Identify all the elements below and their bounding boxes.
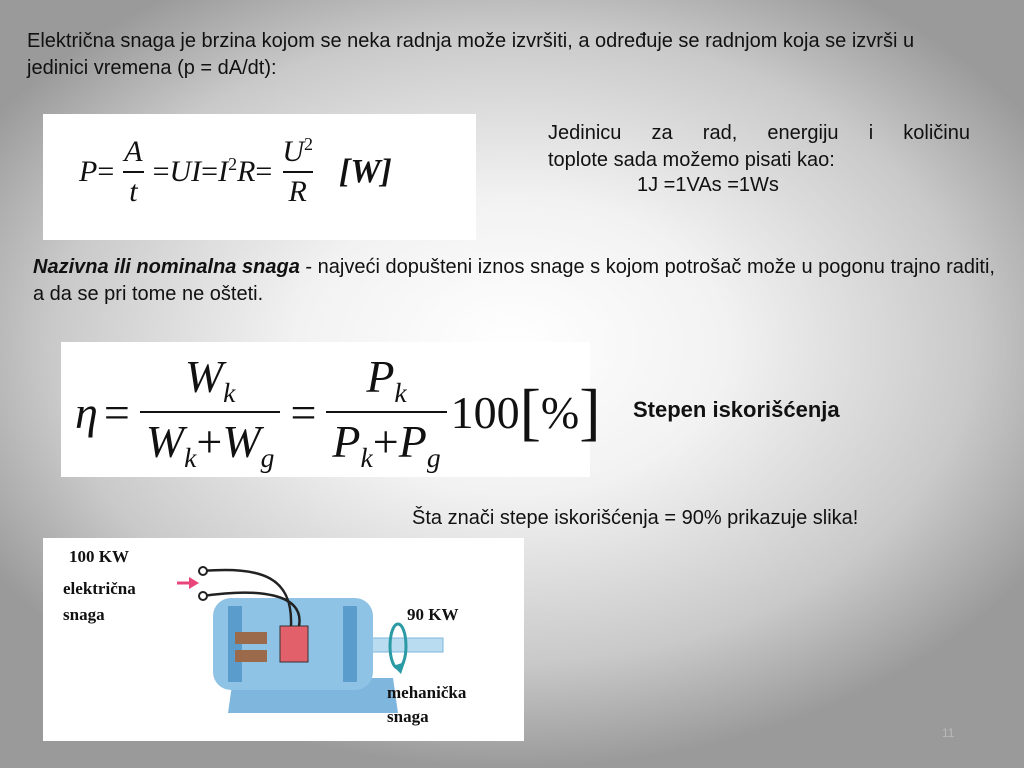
nominal-power-term: Nazivna ili nominalna snaga	[33, 256, 300, 278]
question-text: Šta znači stepe iskorišćenja = 90% prikazuje slika!	[412, 507, 859, 529]
input-arrow	[189, 577, 199, 589]
output-label-line1: mehanička	[387, 683, 467, 702]
input-label-line1: električna	[63, 579, 136, 598]
motor-drawing	[43, 538, 524, 741]
input-label-line2: snaga	[63, 605, 105, 624]
terminal-box	[280, 626, 308, 662]
unit-equation: 1J =1VAs =1Ws	[637, 174, 779, 196]
efficiency-label: Stepen iskorišćenja	[633, 397, 840, 422]
power-formula: P = $\frac{A}{t}$ = UI = $I^2R$ = $\frac{U^2}{R}$ [W]	[79, 134, 392, 208]
efficiency-formula-image	[61, 342, 601, 477]
output-label-line2: snaga	[387, 707, 429, 726]
watt-unit: [W]	[339, 152, 392, 190]
efficiency-formula: η = $\frac{W_k}{W_k+W_g}$ = $\frac{P_k}{P_k+P_g}$ 100 [ % ]	[75, 351, 601, 474]
nominal-power-definition: Nazivna ili nominalna snaga - najveći dopušteni iznos snage s kojom potrošač može u pogonu trajno raditi, a da se pri tome ne ošteti.	[33, 256, 995, 305]
motor-illustration	[43, 538, 524, 741]
intro-text: Električna snaga je brzina kojom se neka radnja može izvršiti, a određuje se radnjom koja se izvrši u jedinici vremena (p = dA/dt):	[27, 30, 915, 79]
input-power-value: 100 KW	[69, 547, 129, 566]
power-formula-image	[43, 114, 476, 240]
unit-note: Jedinicu za rad, energiju i količinu toplote sada možemo pisati kao:	[548, 122, 970, 171]
output-power-value: 90 KW	[407, 605, 459, 624]
slide-number: 11	[942, 726, 955, 740]
